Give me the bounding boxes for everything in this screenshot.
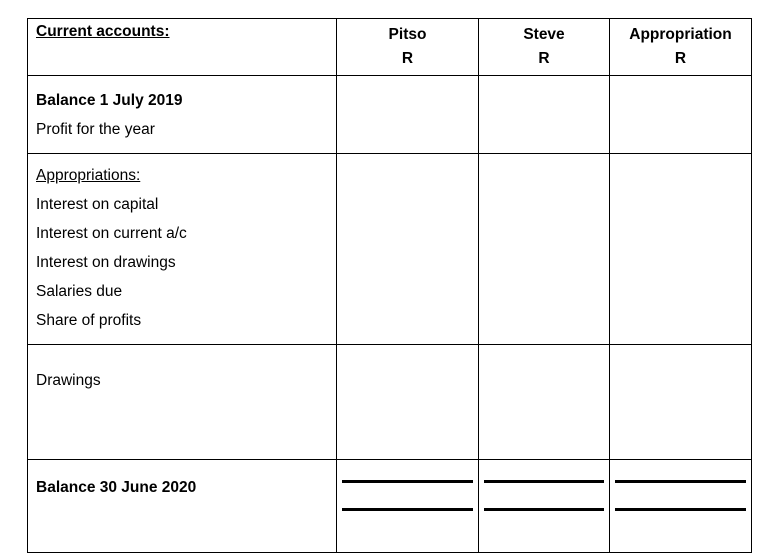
opening-balance-label: Balance 1 July 2019 (36, 92, 183, 109)
current-accounts-heading: Current accounts: (28, 19, 337, 76)
cell-steve-opening (479, 76, 610, 154)
total-underline (342, 508, 473, 511)
cell-appropriation-appropriations (610, 154, 752, 345)
appropriation-item: Salaries due (36, 283, 123, 300)
cell-steve-drawings (479, 345, 610, 460)
appropriations-labels (28, 154, 337, 345)
drawings-row (28, 345, 752, 460)
cell-appropriation-opening (610, 76, 752, 154)
column-appropriation (610, 19, 752, 76)
total-underline (615, 508, 746, 511)
opening-labels (28, 76, 337, 154)
appropriation-item: Interest on capital (36, 196, 159, 213)
total-underline (484, 508, 604, 511)
cell-pitso-drawings (337, 345, 479, 460)
appropriations-row (28, 154, 752, 345)
cell-pitso-closing (337, 460, 479, 553)
appropriation-item: Interest on current a/c (36, 225, 187, 242)
appropriation-item: Interest on drawings (36, 254, 176, 271)
column-steve-name: Steve (523, 26, 565, 43)
header-row (28, 19, 752, 76)
column-appropriation-unit: R (674, 50, 687, 67)
profit-label: Profit for the year (36, 121, 155, 138)
closing-row (28, 460, 752, 553)
opening-row (28, 76, 752, 154)
cell-pitso-appropriations (337, 154, 479, 345)
column-steve (479, 19, 610, 76)
cell-appropriation-closing (610, 460, 752, 553)
column-pitso-unit: R (401, 50, 414, 67)
column-steve-unit: R (538, 50, 550, 67)
closing-balance-label: Balance 30 June 2020 (28, 460, 337, 553)
current-accounts-table (27, 18, 752, 553)
appropriations-heading: Appropriations: (36, 167, 141, 184)
cell-steve-appropriations (479, 154, 610, 345)
total-underline (615, 480, 746, 483)
appropriation-item: Share of profits (36, 312, 142, 329)
total-underline (484, 480, 604, 483)
column-pitso (337, 19, 479, 76)
cell-steve-closing (479, 460, 610, 553)
cell-pitso-opening (337, 76, 479, 154)
drawings-label: Drawings (28, 345, 337, 460)
cell-appropriation-drawings (610, 345, 752, 460)
column-pitso-name: Pitso (388, 26, 427, 43)
column-appropriation-name: Appropriation (629, 26, 732, 43)
total-underline (342, 480, 473, 483)
